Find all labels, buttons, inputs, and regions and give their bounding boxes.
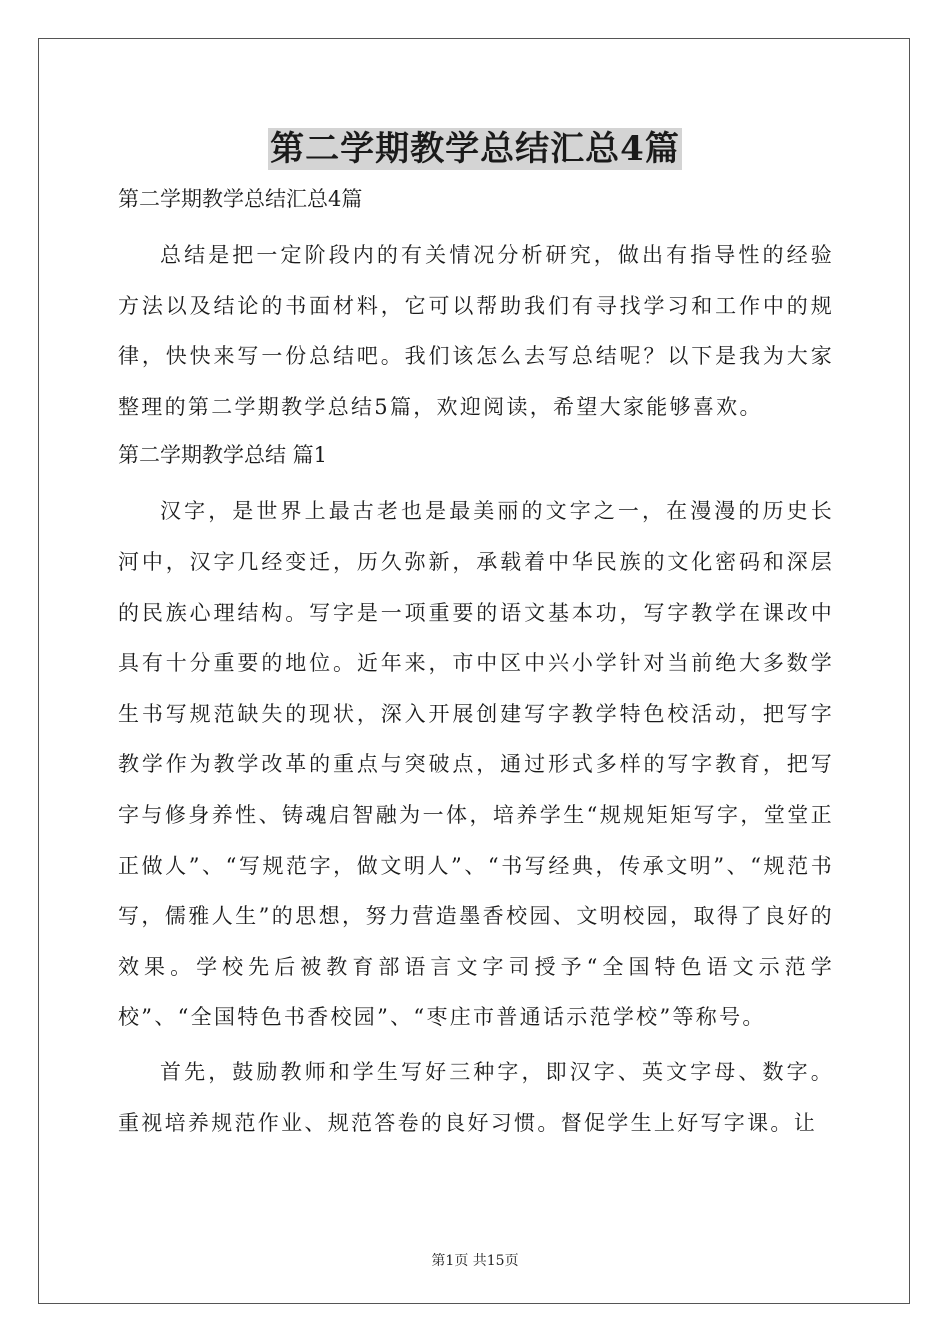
document-subtitle: 第二学期教学总结汇总4篇 — [118, 187, 363, 211]
body-paragraph-1: 汉字，是世界上最古老也是最美丽的文字之一，在漫漫的历史长河中，汉字几经变迁，历久弥新，承载着中华民族的文化密码和深层的民族心理结构。写字是一项重要的语文基本功，写字教学在课改中具有十分重要的地位。近年来，市中区中兴小学针对当前绝大多数学生书写规范缺失的现状，深入开展创建写字教学特色校活动，把写字教学作为教学改革的重点与突破点，通过形式多样的写字教育，把写字与修身养性、铸魂启智融为一体，培养学生“规规矩矩写字，堂堂正正做人”、“写规范字，做文明人”、“书写经典，传承文明”、“规范书写，儒雅人生”的思想，努力营造墨香校园、文明校园，取得了良好的效果。学校先后被教育部语言文字司授予“全国特色语文示范学校”、“全国特色书香校园”、“枣庄市普通话示范学校”等称号。 — [118, 499, 834, 1030]
section-heading: 第二学期教学总结 篇1 — [118, 443, 328, 468]
document-title: 第二学期教学总结汇总4篇 — [270, 129, 680, 169]
document-body — [118, 180, 834, 1152]
page-footer: 第1页 共15页 — [431, 1253, 519, 1269]
intro-paragraph: 总结是把一定阶段内的有关情况分析研究，做出有指导性的经验方法以及结论的书面材料，它可以帮助我们有寻找学习和工作中的规律，快快来写一份总结吧。我们该怎么去写总结呢？以下是我为大家整理的第二学期教学总结5篇，欢迎阅读，希望大家能够喜欢。 — [118, 243, 834, 419]
title-container — [0, 128, 950, 170]
body-paragraph-2: 首先，鼓励教师和学生写好三种字，即汉字、英文字母、数字。重视培养规范作业、规范答卷的良好习惯。督促学生上好写字课。让 — [118, 1059, 834, 1135]
